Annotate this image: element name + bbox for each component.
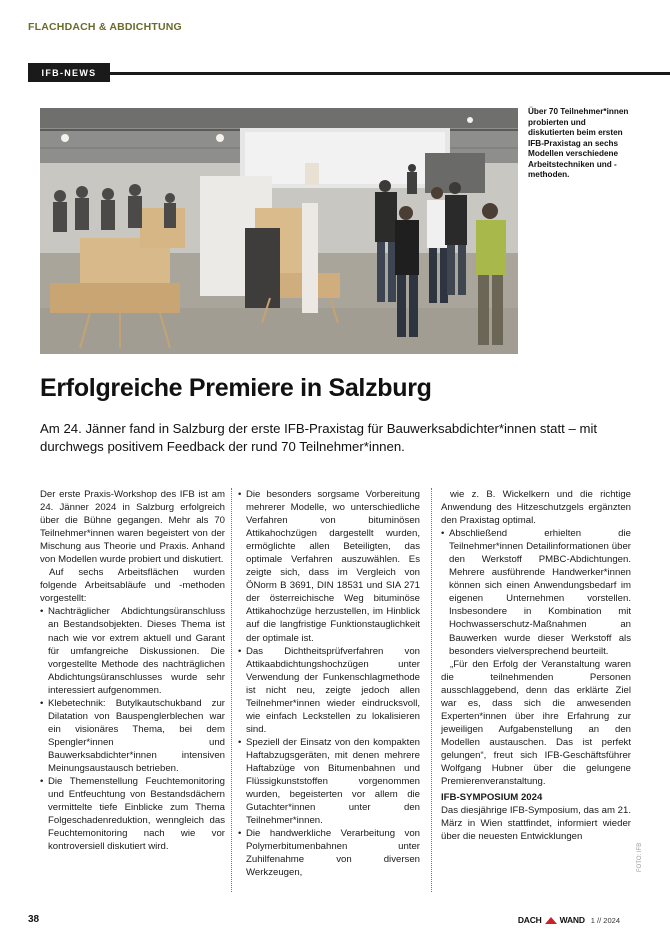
brand-name-left: DACH [517,915,542,925]
paragraph: Das diesjährige IFB-Symposium, das am 21. März in Wien stattfindet, informiert wieder über die neuesten Entwicklungen [441,805,631,843]
paragraph: „Für den Erfolg der Veranstaltung waren die teilnehmenden Personen ausschlaggebend, denn das erklärte Ziel war es, dass sich die anwesenden Experten*innen über ihre Erfahrung zur jeweiligen Aufgabenstellung an den Modellen austauschen. Das ist perfekt gelungen“, freut sich IFB-Geschäftsführer Wolfgang Hubner über die gelungene Premierenveranstaltung. [441,658,631,788]
article-lead: Am 24. Jänner fand in Salzburg der erste IFB-Praxistag für Bauwerksabdichter*innen statt – mit durchwegs positivem Feedback der rund 70 Teilnehmer*innen. [40,421,598,455]
paragraph: Auf sechs Arbeitsflächen wurden folgende Arbeitsabläufe und -methoden vorgestellt: [40,567,225,605]
bullet-item: • Das Dichtheitsprüfverfahren von Attikaabdichtungshochzügen unter Verwendung der Funkenschlagmethode ist nicht neu, zeigte jedoch allen Teilnehmer*innen wieder eindrucksvoll, wie einfach Leckstellen zu lokalisieren sind. [238,645,420,736]
brand-name-right: WAND [559,915,585,925]
photo-caption: Über 70 Teilnehmer*innen probierten und diskutierten beim ersten IFB-Praxistag an sechs Modellen verschiedene Arbeitstechniken und -methoden. [528,107,629,179]
issue-number: 1 // 2024 [590,915,620,925]
bullet-item: • Nachträglicher Abdichtungsüranschluss an Bestandsobjekten. Dieses Thema ist nach wie vor extrem aktuell und Garant für umfangreiche Diskussionen. Die vorgestellte Methode des nachträglichen Abdichtungsüranschlusses wurde sehr interessiert aufgenommen. [40,605,225,696]
article-column-1 [40,488,225,853]
roof-logo-icon [545,917,557,924]
bullet-item: • Klebetechnik: Butylkautschukband zur Dilatation von Bauspenglerblechen war ein visionäres Thema, bei dem Spengler*innen und Bauwerksabdichter*innen intensiven Meinungsaustausch betrieben. [40,697,225,775]
paragraph: wie z. B. Wickelkern und die richtige Anwendung des Hitzeschutzgels ergänzten den Praxistag optimal. [441,489,631,527]
bullet-item: • Die Themenstellung Feuchtemonitoring und Entfeuchtung von Bestandsdächern vermittelte tiefe Einblicke zum Thema Folgeschadenreduktion, wenngleich das Feuchtemonitoring nach wie vor kontroversiell diskutiert wird. [40,775,225,853]
article-headline: Erfolgreiche Premiere in Salzburg [40,374,432,402]
column-divider [231,488,232,892]
article-photo [40,108,518,354]
footer-brand [518,915,620,925]
paragraph: Der erste Praxis-Workshop des IFB ist am 24. Jänner 2024 in Salzburg erfolgreich über die Bühne gegangen. Mehr als 70 Teilnehmer*innen waren begeistert von der Mischung aus Theorie und Praxis. Anhand von Modellen wurde probiert und diskutiert. [40,489,225,566]
news-tag: IFB-NEWS [28,63,110,82]
article-column-3 [441,488,631,843]
page-number: 38 [28,914,40,925]
column-divider [431,488,432,892]
subheading: IFB-SYMPOSIUM 2024 [441,792,543,804]
news-divider [28,72,670,75]
bullet-item: • Speziell der Einsatz von den kompakten Haftabzugsgeräten, mit denen mehrere Haftabzüge von Bitumenbahnen und Flüssigkunststoffen vorgenommen wurden, begeisterten vor allem die Gutachter*innen unter den Teilnehmer*innen. [238,736,420,827]
bullet-item: • Die handwerkliche Verarbeitung von Polymerbitumenbahnen unter Zuhilfenahme von diversen Werkzeugen, [238,827,420,879]
bullet-item: • Abschließend erhielten die Teilnehmer*innen Detailinformationen über den Werkstoff PMBC-Abdichtungen. Mehrere ausführende Handwerker*innen können sich einen Anwendungsbedarf im eigenen Unternehmen vorstellen. Insbesondere in Kombination mit Hochwasserschutz-Maßnahmen an Bauwerken wurde dieser Werkstoff als besonders vielversprechend beurteilt. [441,527,631,657]
article-column-2 [238,488,420,879]
photo-credit: FOTO: IFB [637,842,643,872]
section-title: FLACHDACH & ABDICHTUNG [28,21,182,33]
bullet-item: • Die besonders sorgsame Vorbereitung mehrerer Modelle, wo unterschiedliche Verfahren von bituminösen Attikahochzügen dargestellt wurden, ermöglichte allen Beteiligten, das optimale Verfahren auszuwählen. Es zeigte sich, dass im Vergleich von ÖNorm B 3691, DIN 18531 und SIA 271 der österreichische Weg bituminöse Attikahochzüge herzustellen, im Hinblick auf die langfristige Funktionstauglichkeit der optimale ist. [238,488,420,645]
